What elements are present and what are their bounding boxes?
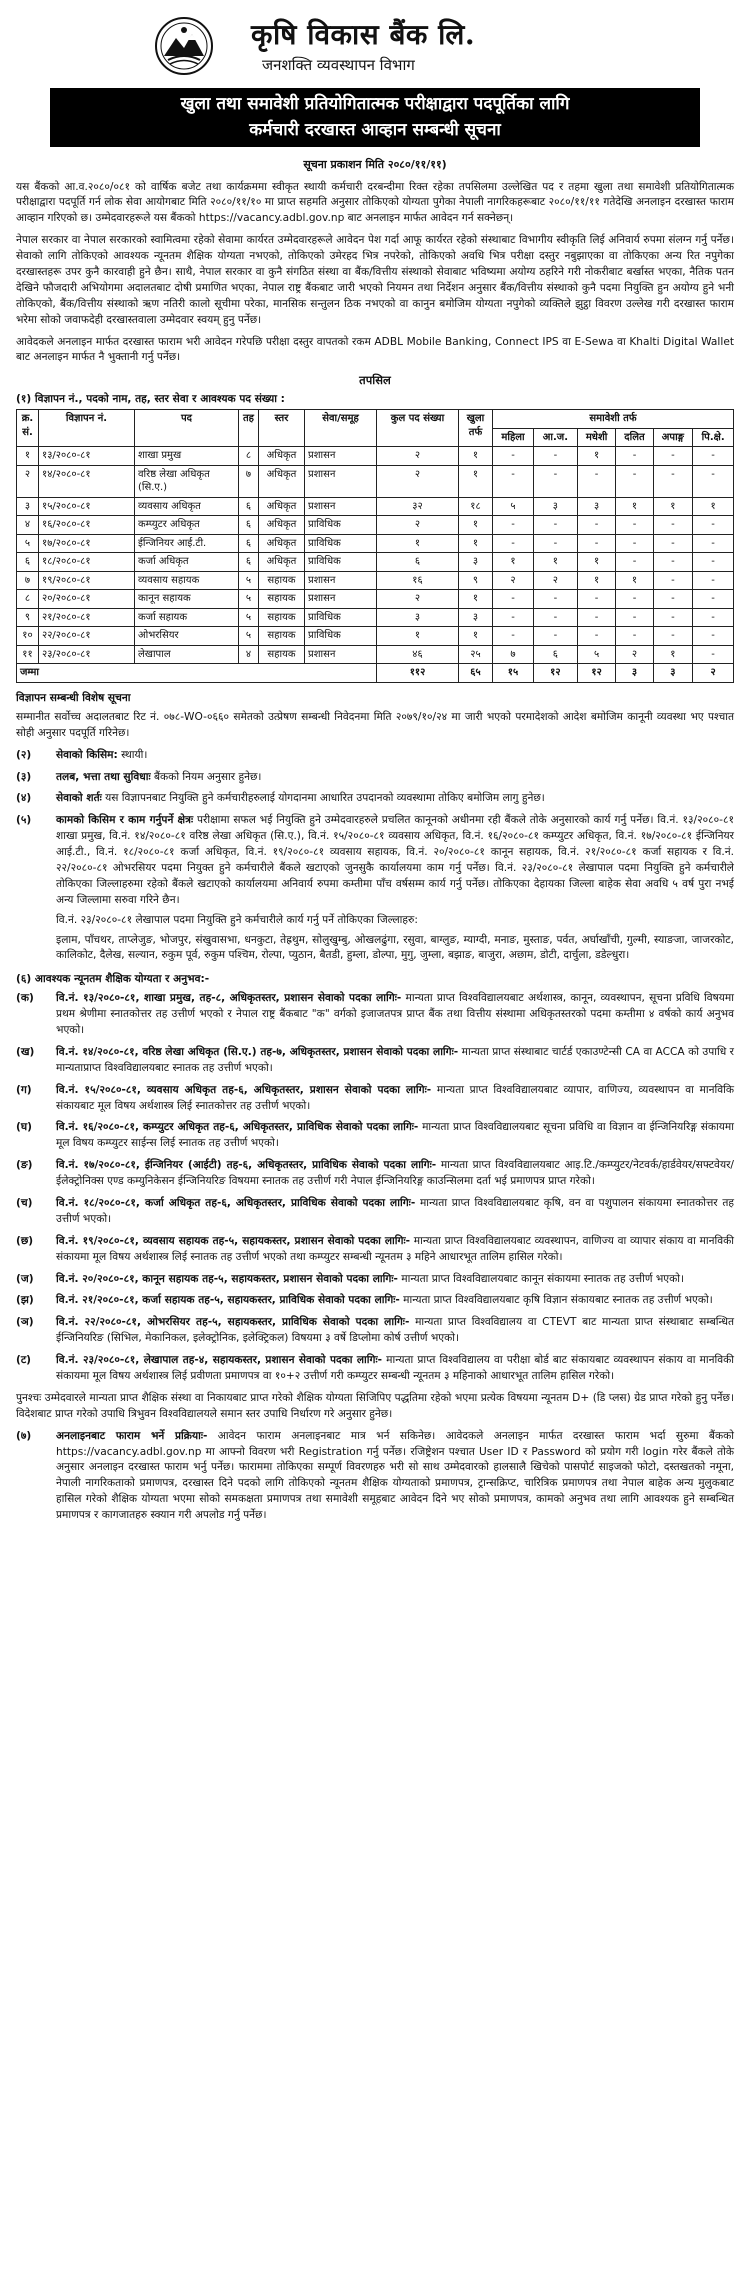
cell-total: २: [377, 447, 459, 466]
cell-women: -: [493, 627, 534, 646]
cell-madhesi: -: [577, 590, 616, 609]
cell-ad: १५/२०८०-८१: [39, 497, 135, 516]
requirement-title: वि.नं. १३/२०८०-८१, शाखा प्रमुख, तह-८, अधिकृतस्तर, प्रशासन सेवाको पदका लागिः-: [56, 992, 402, 1005]
section-title: अनलाइनबाट फाराम भर्ने प्रक्रियाः-: [56, 1429, 208, 1442]
cell-service: प्रशासन: [305, 465, 377, 497]
cell-level: ८: [239, 447, 259, 466]
vacancy-table: [16, 409, 734, 683]
cell-service: प्रशासन: [305, 447, 377, 466]
cell-ad: २३/२०८०-८१: [39, 645, 135, 664]
cell-dalit: -: [616, 553, 653, 572]
section-title: कामको किसिम र काम गर्नुपर्ने क्षेत्रः: [56, 814, 194, 827]
total-dalit: ३: [616, 664, 653, 683]
col-service: सेवा/समूह: [305, 410, 377, 447]
requirement-number: (ञ): [16, 1316, 34, 1329]
requirement-text: मान्यता प्राप्त विश्वविद्यालय वा CTEVT बाट मान्यता प्राप्त संस्थाबाट सम्बन्धित ईन्जिनियरिङ (सिभिल, मेकानिकल, इलेक्ट्रोनिक, इलेक्ट्रिकल) विषयमा ३ वर्षे डिप्लोमा कोर्ष उत्तीर्ण भएको।: [56, 1316, 734, 1345]
requirement-number: (ग): [16, 1083, 32, 1096]
cell-disabled: -: [653, 627, 693, 646]
cell-ad: २१/२०८०-८१: [39, 608, 135, 627]
notice-header: [16, 12, 734, 86]
requirement-text: मान्यता प्राप्त संस्थाबाट चार्टर्ड एकाउण्टेन्सी CA वा ACCA को उपाधि र मान्यताप्राप्त विश्वविद्यालयबाट स्नातक तह उत्तीर्ण भएको।: [56, 1045, 734, 1074]
cell-aj: २: [534, 571, 578, 590]
table-row: [17, 516, 734, 535]
col-level: तह: [239, 410, 259, 447]
cell-post: शाखा प्रमुख: [135, 447, 239, 466]
cell-grade: अधिकृत: [259, 516, 305, 535]
cell-total: ४६: [377, 645, 459, 664]
cell-dalit: १: [616, 571, 653, 590]
cell-sn: ११: [17, 645, 39, 664]
cell-women: -: [493, 534, 534, 553]
col-post: पद: [135, 410, 239, 447]
col-total: कुल पद संख्या: [377, 410, 459, 447]
cell-aj: -: [534, 534, 578, 553]
col-sn: क्र. सं.: [17, 410, 39, 447]
intro-paragraph-3: आवेदकले अनलाइन मार्फत दरखास्त फाराम भरी आवेदन गरेपछि परीक्षा दस्तुर वापतको रकम ADBL Mobile Banking, Connect IPS वा E-Sewa वा Khalti Digital Wallet बाट अनलाइन मार्फत नै भुक्तानी गर्नु पर्नेछ।: [16, 335, 734, 364]
cell-sn: ७: [17, 571, 39, 590]
cell-service: प्राविधिक: [305, 516, 377, 535]
section-title: सेवाको शर्तः: [56, 792, 102, 805]
table-row: [17, 608, 734, 627]
cell-service: प्राविधिक: [305, 553, 377, 572]
cell-level: ६: [239, 516, 259, 535]
cell-aj: -: [534, 465, 578, 497]
cell-backward: -: [693, 627, 734, 646]
cell-madhesi: १: [577, 447, 616, 466]
cell-ad: १६/२०८०-८१: [39, 516, 135, 535]
cell-ad: १७/२०८०-८१: [39, 534, 135, 553]
requirement-title: वि.नं. २१/२०८०-८१, कर्जा सहायक तह-५, सहायकस्तर, प्राविधिक सेवाको पदका लागिः-: [56, 1294, 400, 1307]
cell-total: ३२: [377, 497, 459, 516]
cell-backward: -: [693, 516, 734, 535]
cell-backward: -: [693, 553, 734, 572]
cell-women: -: [493, 608, 534, 627]
section-text: बैंकको नियम अनुसार हुनेछ।: [150, 770, 262, 783]
cell-disabled: -: [653, 590, 693, 609]
section-title: सेवाको किसिम:: [56, 748, 118, 761]
section-number: (५): [16, 814, 32, 827]
requirement-number: (झ): [16, 1294, 34, 1307]
cell-madhesi: -: [577, 465, 616, 497]
cell-backward: -: [693, 571, 734, 590]
cell-open: १: [459, 465, 493, 497]
cell-post: कम्प्युटर अधिकृत: [135, 516, 239, 535]
cell-madhesi: -: [577, 516, 616, 535]
cell-level: ७: [239, 465, 259, 497]
cell-sn: ५: [17, 534, 39, 553]
requirement-text: मान्यता प्राप्त विश्वविद्यालय वा परीक्षा बोर्ड बाट संकायबाट व्यवस्थापन संकाय वा मानविकी संकायमा मूल विषय अर्थशास्त्र लिई प्रवीणता प्रमाणपत्र वा १०+२ उत्तीर्ण गरी कम्प्युटर सम्बन्धी न्यूनतम ३ महिनाको आधारभूत तालिम हासिल गरेको।: [56, 1354, 734, 1382]
cell-backward: -: [693, 447, 734, 466]
cell-dalit: -: [616, 465, 653, 497]
table-row: [17, 571, 734, 590]
requirement-text: मान्यता प्राप्त विश्वविद्यालयबाट सूचना प्रविधि वा विज्ञान वा ईन्जिनियरिङ्ग संकायमा मूल विषय कम्प्युटर साईन्स लिई स्नातक तह उत्तीर्ण भएको।: [56, 1121, 734, 1150]
districts-intro: वि.नं. २३/२०८०-८१ लेखापाल पदमा नियुक्ति हुने कर्मचारीले कार्य गर्नु पर्ने तोकिएका जिल्लाहरु:: [56, 913, 418, 926]
cell-women: -: [493, 516, 534, 535]
cell-open: १: [459, 516, 493, 535]
cell-ad: १८/२०८०-८१: [39, 553, 135, 572]
cell-sn: ४: [17, 516, 39, 535]
cell-open: १: [459, 534, 493, 553]
requirement-item: [16, 1353, 734, 1385]
cell-women: -: [493, 590, 534, 609]
requirement-number: (ख): [16, 1045, 35, 1058]
cell-disabled: -: [653, 465, 693, 497]
cell-grade: अधिकृत: [259, 447, 305, 466]
col-women: महिला: [493, 428, 534, 447]
cell-madhesi: ३: [577, 497, 616, 516]
cell-post: लेखापाल: [135, 645, 239, 664]
banner-line-1: खुला तथा समावेशी प्रतियोगितात्मक परीक्षाद्वारा पदपूर्तिका लागि: [180, 94, 570, 114]
col-backward: पि.क्षे.: [693, 428, 734, 447]
col-ad-no: विज्ञापन नं.: [39, 410, 135, 447]
cell-backward: -: [693, 645, 734, 664]
requirement-number: (घ): [16, 1121, 32, 1134]
cell-grade: सहायक: [259, 590, 305, 609]
table-row: [17, 645, 734, 664]
table-caption: तपसिल: [359, 373, 391, 388]
cell-aj: ३: [534, 497, 578, 516]
cell-women: ५: [493, 497, 534, 516]
cell-dalit: १: [616, 497, 653, 516]
requirement-item: [16, 1272, 734, 1288]
section-7: [16, 1429, 734, 1524]
cell-level: ४: [239, 645, 259, 664]
requirement-text: मान्यता प्राप्त विश्वविद्यालयबाट आइ.टि./कम्प्युटर/नेटवर्क/हार्डवेयर/सफ्टवेयर/ईलेक्ट्रोनिक्स एण्ड कम्युनिकेसन ईन्जिनियरिङ विषयमा स्नातक तह उत्तीर्ण गरी नेपाल ईन्जिनियरिङ्ग काउन्सिलमा दर्ता भई प्रमाणपत्र प्राप्त गरेको।: [56, 1159, 734, 1188]
requirement-item: [16, 1158, 734, 1190]
cell-open: ३: [459, 608, 493, 627]
cell-dalit: -: [616, 627, 653, 646]
cell-aj: -: [534, 608, 578, 627]
cell-disabled: -: [653, 534, 693, 553]
cell-dalit: -: [616, 590, 653, 609]
cell-grade: अधिकृत: [259, 553, 305, 572]
cell-total: १: [377, 534, 459, 553]
cell-disabled: -: [653, 571, 693, 590]
cell-aj: -: [534, 590, 578, 609]
cell-open: ९: [459, 571, 493, 590]
cell-post: व्यवसाय अधिकृत: [135, 497, 239, 516]
cell-level: ५: [239, 590, 259, 609]
cell-level: ६: [239, 534, 259, 553]
cell-service: प्रशासन: [305, 590, 377, 609]
section-text: परीक्षामा सफल भई नियुक्ति हुने उम्मेदवारहरुले प्रचलित कानूनको अधीनमा रही बैंकले तोके अनुसारको कार्य गर्नु पर्नेछ। वि.नं. १३/२०८०-८१ शाखा प्रमुख, वि.नं. १४/२०८०-८१ वरिष्ठ लेखा अधिकृत (सि.ए.), वि.नं. १५/२०८०-८१ व्यवसाय अधिकृत, वि.नं. १६/२०८०-८१ कम्प्युटर अधिकृत, वि.नं. १७/२०८०-८१ ईन्जिनियर आई.टी., वि.नं. १८/२०८०-८१ कर्जा अधिकृत, वि.नं. १९/२०८०-८१ व्यवसाय सहायक, वि.नं. २०/२०८०-८१ कानून सहायक, वि.नं. २१/२०८०-८१ कर्जा सहायक र वि.नं. २२/२०८०-८१ ओभरसियर पदमा नियुक्त हुने कर्मचारीले बैंकले खटाएको जुनसुकै कार्यालयमा काम गर्नु पर्नेछ। वि.नं. २३/२०८०-८१ लेखापाल पदमा नियुक्ति हुने कर्मचारीले तोकिएका जिल्लाहरुमा रहेको बैंकले खटाएको कार्यालयमा अनिवार्य रुपमा कम्तीमा पाँच वर्षसम्म कार्य गर्नु पर्नेछ। तोकिएका देहायका जिल्ला बाहेक सेवा अवधि ५ वर्ष पुरा नभई अन्य जिल्लामा सरुवा गरिने छैन।: [56, 814, 734, 906]
cell-sn: ३: [17, 497, 39, 516]
requirement-title: वि.नं. १७/२०८०-८१, ईन्जिनियर (आईटी) तह-६, अधिकृतस्तर, प्राविधिक सेवाको पदका लागिः-: [56, 1159, 437, 1172]
requirement-title: वि.नं. २३/२०८०-८१, लेखापाल तह-४, सहायकस्तर, प्रशासन सेवाको पदका लागिः-: [56, 1354, 383, 1367]
requirement-text: मान्यता प्राप्त विश्वविद्यालयबाट कृषि विज्ञान संकायबाट स्नातक तह उत्तीर्ण भएको।: [399, 1294, 713, 1307]
requirement-title: वि.नं. २०/२०८०-८१, कानून सहायक तह-५, सहायकस्तर, प्रशासन सेवाको पदका लागिः-: [56, 1272, 398, 1285]
cell-open: ३: [459, 553, 493, 572]
cell-women: १: [493, 553, 534, 572]
cell-level: ६: [239, 553, 259, 572]
cell-sn: ९: [17, 608, 39, 627]
cell-sn: २: [17, 465, 39, 497]
col-grade: स्तर: [259, 410, 305, 447]
notice-title-banner: [50, 88, 700, 147]
cell-backward: -: [693, 465, 734, 497]
cell-dalit: -: [616, 516, 653, 535]
cell-madhesi: -: [577, 534, 616, 553]
cell-total: ६: [377, 553, 459, 572]
requirement-text: मान्यता प्राप्त विश्वविद्यालयबाट अर्थशास्त्र, कानून, व्यवस्थापन, सूचना प्रविधि विषयमा प्रथम श्रेणीमा स्नातकोत्तर तह उत्तीर्ण भएको र नेपाल राष्ट्र बैंकबाट "क" वर्गको इजाजतपत्र प्राप्त बैंक तथा वित्तीय संस्थामा अधिकृतस्तरको पदमा कम्तीमा ४ वर्षको कार्य अनुभव भएको।: [56, 992, 734, 1036]
requirement-number: (ङ): [16, 1159, 33, 1172]
cell-dalit: २: [616, 645, 653, 664]
cell-post: कानून सहायक: [135, 590, 239, 609]
section-3: [16, 770, 734, 786]
requirement-title: वि.नं. १६/२०८०-८१, कम्प्युटर अधिकृत तह-६, अधिकृतस्तर, प्राविधिक सेवाको पदका लागिः-: [56, 1121, 419, 1134]
cell-aj: -: [534, 516, 578, 535]
table-row: [17, 590, 734, 609]
cell-post: कर्जा अधिकृत: [135, 553, 239, 572]
section-number: (७): [16, 1429, 32, 1442]
total-posts: ११२: [377, 664, 459, 683]
cell-service: प्राविधिक: [305, 627, 377, 646]
cell-service: प्रशासन: [305, 645, 377, 664]
cell-total: ३: [377, 608, 459, 627]
cell-ad: २०/२०८०-८१: [39, 590, 135, 609]
cell-open: १: [459, 447, 493, 466]
total-backward: २: [693, 664, 734, 683]
cell-women: ७: [493, 645, 534, 664]
total-madhesi: १२: [577, 664, 616, 683]
cell-ad: १३/२०८०-८१: [39, 447, 135, 466]
intro-paragraph-1: यस बैंकको आ.व.२०८०/०८१ को वार्षिक बजेट तथा कार्यक्रममा स्वीकृत स्थायी कर्मचारी दरबन्दीमा रिक्त रहेका तपसिलमा उल्लेखित पद र तहमा खुला तथा समावेशी प्रतियोगितात्मक परीक्षाद्वारा पदपूर्ति गर्न लोक सेवा आयोगबाट मिति २०८०/११/१० मा प्राप्त सहमति अनुसार तोकिएको योग्यता पुगेका नेपाली नागरिकहरूबाट २०८०/११/११ गतेदेखि अनलाइन दरखास्त फाराम आव्हान गरिएको छ। उम्मेदवारहरूले यस बैंकको https://vacancy.adbl.gov.np बाट अनलाइन मार्फत आवेदन गर्न सक्नेछन्।: [16, 180, 734, 225]
cell-open: १: [459, 627, 493, 646]
cell-post: कर्जा सहायक: [135, 608, 239, 627]
requirement-title: वि.नं. १८/२०८०-८१, कर्जा अधिकृत तह-६, अधिकृतस्तर, प्राविधिक सेवाको पदका लागिः-: [56, 1196, 416, 1209]
department-name: जनशक्ति व्यवस्थापन विभाग: [262, 56, 415, 74]
cell-madhesi: ५: [577, 645, 616, 664]
cell-disabled: १: [653, 645, 693, 664]
cell-backward: -: [693, 534, 734, 553]
cell-aj: -: [534, 447, 578, 466]
cell-women: -: [493, 465, 534, 497]
cell-total: २: [377, 590, 459, 609]
cell-level: ५: [239, 608, 259, 627]
requirement-item: [16, 1045, 734, 1077]
requirement-number: (ट): [16, 1354, 32, 1367]
table-subheading: (१) विज्ञापन नं., पदको नाम, तह, स्तर सेवा र आवश्यक पद संख्या :: [16, 392, 285, 405]
cell-sn: ८: [17, 590, 39, 609]
col-disabled: अपाङ्ग: [653, 428, 693, 447]
requirement-number: (क): [16, 992, 34, 1005]
table-row: [17, 553, 734, 572]
cell-grade: सहायक: [259, 627, 305, 646]
cell-ad: १४/२०८०-८१: [39, 465, 135, 497]
requirement-item: [16, 1196, 734, 1228]
cell-sn: १०: [17, 627, 39, 646]
requirement-item: [16, 1293, 734, 1309]
districts-list: इलाम, पाँचथर, ताप्लेजुङ, भोजपुर, संखुवासभा, धनकुटा, तेह्रथुम, सोलुखुम्बु, ओखलढुंगा, रसुवा, बाग्लुङ, म्याग्दी, मनाङ, मुस्ताङ, पर्वत, अर्घाखाँची, गुल्मी, स्याङजा, जाजरकोट, कालिकोट, दैलेख, सल्यान, रुकुम पूर्व, रुकुम पश्चिम, रोल्पा, प्युठान, बैतडी, हुम्ला, डोल्पा, मुगु, जुम्ला, बझाङ, बाजुरा, अछाम, डोटी, दार्चुला, डडेल्धुरा।: [56, 933, 734, 962]
cell-dalit: -: [616, 534, 653, 553]
section-text: यस विज्ञापनबाट नियुक्ति हुने कर्मचारीहरुलाई योगदानमा आधारित उपदानको व्यवस्थामा तोकिए बमोजिम लागु हुनेछ।: [101, 792, 545, 805]
cell-aj: ६: [534, 645, 578, 664]
total-women: १५: [493, 664, 534, 683]
requirement-item: [16, 991, 734, 1039]
col-madhesi: मधेशी: [577, 428, 616, 447]
cell-madhesi: -: [577, 608, 616, 627]
section-text: आवेदन फाराम अनलाइनबाट मात्र भर्न सकिनेछ। आवेदकले अनलाइन मार्फत दरखास्त फाराम भर्दा सुरुमा बैंकको https://vacancy.adbl.gov.np मा आफ्नो विवरण भरी Registration गर्नु पर्नेछ। रजिष्ट्रेशन पश्चात User ID र Password को प्रयोग गरी login गरेर बैंकले तोके अनुसार अनलाइन दरखास्त फाराम भर्नु पर्नेछ। फाराममा तोकिएका सम्पूर्ण विवरणहरु भरी सो साथ उम्मेदवारको हालसालै खिचेको पासपोर्ट साइजको फोटो, दस्तखतको नमूना, नेपाली नागरिकताको प्रमाणपत्र, दरखास्त दिने पदको लागि तोकिएको न्यूनतम शैक्षिक योग्यताको प्रमाणपत्र, ट्रान्सक्रिप्ट, चारित्रिक प्रमाणपत्र तथा नेपाल बाहेक अन्य मुलुकबाट हासिल गरेको शैक्षिक योग्यता भएमा सोको समकक्षता प्रमाणपत्र तथा समावेशी समूहबाट आवेदन दिने भए सोको प्रमाणपत्र, कामको अनुभव तथा लागि आवश्यक हुने सम्बन्धित प्रमाणपत्र र कागजातहरु स्क्यान गरी अपलोड गर्नु पर्नेछ।: [56, 1429, 734, 1522]
cell-disabled: १: [653, 497, 693, 516]
section-2: [16, 748, 734, 764]
cell-ad: १९/२०८०-८१: [39, 571, 135, 590]
requirement-number: (च): [16, 1196, 33, 1209]
cell-post: ओभरसियर: [135, 627, 239, 646]
requirement-text: मान्यता प्राप्त विश्वविद्यालयबाट व्यवस्थापन, वाणिज्य वा व्यापार संकाय वा मानविकी संकायमा मूल विषय अर्थशास्त्र लिई स्नातक तह उत्तीर्ण भएको तथा कम्प्युटर सम्बन्धी न्यूनतम ३ महिने आधारभूत तालिम हासिल गरेको।: [56, 1234, 734, 1263]
table-total-row: [17, 664, 734, 683]
intro-paragraph-2: नेपाल सरकार वा नेपाल सरकारको स्वामित्वमा रहेको सेवामा कार्यरत उम्मेदवारहरूले आवेदन पेश गर्दा आफू कार्यरत रहेको संस्थाबाट विभागीय स्वीकृति लिई अनिवार्य रुपमा संलग्न गर्नु पर्नेछ। सेवाको लागि तोकिएको आवश्यक न्यूनतम शैक्षिक योग्यता नभएको, तोकिएको उमेरहद भित्र नपरेको, तोकिएको अवधि भित्र परीक्षा दस्तुर नबुझाएका वा तोकिएका अन्य रित नपुगेका दरखास्तहरू उपर कुनै कारवाही हुने छैन। साथै, नेपाल सरकार वा कुनै संगठित संस्था वा बैंक/वित्तीय संस्थाको सेवाबाट भविष्यमा अयोग्य ठहरिने गरी नोकरीबाट बर्खास्त भएका, नैतिक पतन देखिने फौजदारी अभियोगमा अदालतबाट दोषी प्रमाणित भएका, नेपाल राष्ट्र बैंकबाट जारी भएको नियमन तथा निर्देशन अनुसार बैंक/वित्तीय संस्थाको कुनै पदमा नियुक्ति हुन अयोग्य हुने भनी तोकिएको, बैंक/वित्तीय संस्थाको ऋण नतिरी कालो सूचीमा परेका, मानसिक सन्तुलन ठिक नभएको वा कानुन बमोजिम योग्यता नपुगेको व्यक्तिले झुट्ठा विवरण उल्लेख गरी दरखास्त फाराम भरेमा सोको जवाफदेही दरखास्तवाला उम्मेदवार स्वयम् हुनु पर्नेछ।: [16, 234, 734, 326]
cell-madhesi: -: [577, 627, 616, 646]
cell-grade: अधिकृत: [259, 534, 305, 553]
cell-madhesi: १: [577, 571, 616, 590]
requirement-title: वि.नं. १९/२०८०-८१, व्यवसाय सहायक तह-५, सहायकस्तर, प्रशासन सेवाको पदका लागिः-: [56, 1234, 411, 1247]
publish-date: सूचना प्रकाशन मिति २०८०/११/११): [303, 158, 447, 171]
cell-grade: सहायक: [259, 608, 305, 627]
cell-open: १८: [459, 497, 493, 516]
cell-open: १: [459, 590, 493, 609]
cell-sn: ६: [17, 553, 39, 572]
requirement-text: मान्यता प्राप्त विश्वविद्यालयबाट कानून संकायमा स्नातक तह उत्तीर्ण भएको।: [397, 1272, 685, 1285]
cell-service: प्रशासन: [305, 497, 377, 516]
cell-open: २५: [459, 645, 493, 664]
cell-service: प्रशासन: [305, 571, 377, 590]
cell-madhesi: १: [577, 553, 616, 572]
cell-disabled: -: [653, 608, 693, 627]
cell-ad: २२/२०८०-८१: [39, 627, 135, 646]
cell-grade: सहायक: [259, 571, 305, 590]
section-number: (३): [16, 770, 32, 783]
section-text: स्थायी।: [117, 748, 148, 761]
cell-dalit: -: [616, 447, 653, 466]
total-disabled: ३: [653, 664, 693, 683]
requirement-title: वि.नं. २२/२०८०-८१, ओभरसियर तह-५, सहायकस्तर, प्राविधिक सेवाको पदका लागिः-: [56, 1316, 410, 1329]
cell-backward: १: [693, 497, 734, 516]
section-title: तलब, भत्ता तथा सुविधाः: [56, 770, 151, 783]
section-5: [16, 813, 734, 964]
table-row: [17, 534, 734, 553]
cell-total: १६: [377, 571, 459, 590]
cell-level: ५: [239, 571, 259, 590]
requirement-title: वि.नं. १४/२०८०-८१, वरिष्ठ लेखा अधिकृत (सि.ए.) तह-७, अधिकृतस्तर, प्रशासन सेवाको पदका लागिः-: [56, 1045, 459, 1058]
cell-disabled: -: [653, 553, 693, 572]
cell-level: ५: [239, 627, 259, 646]
requirement-title: वि.नं. १५/२०८०-८१, व्यवसाय अधिकृत तह-६, अधिकृतस्तर, प्रशासन सेवाको पदका लागिः-: [56, 1083, 432, 1096]
cell-grade: अधिकृत: [259, 497, 305, 516]
cell-grade: अधिकृत: [259, 465, 305, 497]
cell-women: २: [493, 571, 534, 590]
cell-total: २: [377, 516, 459, 535]
table-row: [17, 447, 734, 466]
cell-sn: १: [17, 447, 39, 466]
bank-name: कृषि विकास बैंक लि.: [251, 18, 476, 51]
requirement-text: मान्यता प्राप्त विश्वविद्यालयबाट कृषि, वन वा पशुपालन संकायमा स्नातकोत्तर तह उत्तीर्ण भएको।: [56, 1196, 735, 1225]
cell-backward: -: [693, 608, 734, 627]
requirement-item: [16, 1234, 734, 1266]
requirement-text: मान्यता प्राप्त विश्वविद्यालयबाट व्यापार, वाणिज्य, व्यवस्थापन वा मानविकि संकायबाट मूल विषय अर्थशास्त्र लिई स्नातकोत्तर तह उत्तीर्ण भएको।: [56, 1083, 734, 1112]
cell-post: व्यवसाय सहायक: [135, 571, 239, 590]
requirement-number: (ज): [16, 1272, 34, 1285]
section-4: [16, 791, 734, 807]
cell-level: ६: [239, 497, 259, 516]
cell-service: प्राविधिक: [305, 534, 377, 553]
cell-total: १: [377, 627, 459, 646]
special-notice-heading: विज्ञापन सम्बन्धी विशेष सूचना: [16, 691, 131, 704]
section-number: (४): [16, 792, 32, 805]
cell-backward: -: [693, 590, 734, 609]
banner-line-2: कर्मचारी दरखास्त आव्हान सम्बन्धी सूचना: [249, 119, 501, 140]
section-number: (२): [16, 748, 32, 761]
col-inclusive: समावेशी तर्फ: [493, 410, 734, 429]
special-notice-text: सम्मानीत सर्वोच्च अदालतबाट रिट नं. ०७८-WO-०६६० समेतको उत्प्रेषण सम्बन्धी निवेदनमा मिति २०७९/१०/२४ मा जारी भएको परमादेशको आदेश बमोजिम कानूनी व्यवस्था भए पश्चात सोही अनुसार पदपूर्ति गरिनेछ।: [16, 710, 734, 739]
requirement-item: [16, 1120, 734, 1152]
cell-disabled: -: [653, 447, 693, 466]
cell-women: -: [493, 447, 534, 466]
cell-dalit: -: [616, 608, 653, 627]
requirement-number: (छ): [16, 1234, 34, 1247]
requirement-item: [16, 1315, 734, 1347]
cell-aj: -: [534, 627, 578, 646]
bank-emblem-logo: [154, 16, 214, 76]
cell-total: २: [377, 465, 459, 497]
cell-post: ईन्जिनियर आई.टी.: [135, 534, 239, 553]
cell-service: प्राविधिक: [305, 608, 377, 627]
table-row: [17, 465, 734, 497]
cell-grade: सहायक: [259, 645, 305, 664]
total-aj: १२: [534, 664, 578, 683]
col-dalit: दलित: [616, 428, 653, 447]
cell-aj: १: [534, 553, 578, 572]
col-open: खुला तर्फ: [459, 410, 493, 447]
table-row: [17, 627, 734, 646]
total-label: जम्मा: [17, 664, 377, 683]
cell-disabled: -: [653, 516, 693, 535]
col-aj: आ.ज.: [534, 428, 578, 447]
cell-post: वरिष्ठ लेखा अधिकृत (सि.ए.): [135, 465, 239, 497]
requirement-item: [16, 1083, 734, 1115]
table-row: [17, 497, 734, 516]
requirements-heading: (६) आवश्यक न्यूनतम शैक्षिक योग्यता र अनुभव:-: [16, 973, 210, 986]
requirements-note: पुनश्चः उम्मेदवारले मान्यता प्राप्त शैक्षिक संस्था वा निकायबाट प्राप्त गरेको शैक्षिक योग्यता सिजिपिए पद्धतिमा रहेको भएमा प्रत्येक विषयमा न्यूनतम D+ (डि प्लस) ग्रेड प्राप्त गरेको हुनु पर्नेछ। विदेशबाट प्राप्त गरेको उपाधि त्रिभुवन विश्वविद्यालयले समान स्तर उपाधि निर्धारण गरे अनुसार हुनेछ।: [16, 1391, 734, 1420]
total-open: ६५: [459, 664, 493, 683]
